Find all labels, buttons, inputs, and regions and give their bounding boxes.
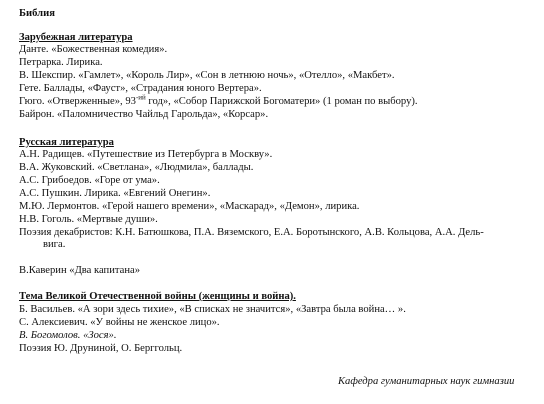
list-item: Гете. Баллады, «Фауст», «Страдания юного Вертера». [19, 83, 262, 94]
list-item: Петрарка. Лирика. [19, 57, 103, 68]
list-item: Поэзия Ю. Друниной, О. Берггольц. [19, 343, 183, 354]
doc-title: Библия [19, 8, 55, 19]
list-item: А.Н. Радищев. «Путешествие из Петербурга в Москву». [19, 149, 273, 160]
list-item: Поэзия декабристов: К.Н. Батюшкова, П.А. Вяземского, Е.А. Боротынского, А.В. Кольцова, А.А. Дель- [19, 227, 484, 238]
section-heading-russian: Русская литература [19, 137, 114, 148]
list-item: В.А. Жуковский. «Светлана», «Людмила», баллады. [19, 162, 254, 173]
list-item: Байрон. «Паломничество Чайльд Гарольда», «Корсар». [19, 109, 269, 120]
list-item-continuation: вига. [43, 239, 66, 250]
list-item: М.Ю. Лермонтов. «Герой нашего времени», «Маскарад», «Демон», лирика. [19, 201, 360, 212]
list-item-hugo [19, 93, 418, 109]
list-item: Б. Васильев. «А зори здесь тихие», «В списках не значится», «Завтра была война… ». [19, 304, 406, 315]
hugo-superscript: -ий [135, 93, 146, 102]
list-item: Н.В. Гоголь. «Мертвые души». [19, 214, 158, 225]
hugo-prefix: Гюго. «Отверженные», 93 [19, 96, 136, 107]
list-item: В. Шекспир. «Гамлет», «Король Лир», «Сон в летнюю ночь», «Отелло», «Макбет». [19, 70, 395, 81]
footer-signature: Кафедра гуманитарных наук гимназии [338, 376, 515, 387]
section-heading-war: Тема Великой Отечественной войны (женщины и война). [19, 291, 296, 302]
section-heading-foreign: Зарубежная литература [19, 32, 133, 43]
list-item: В. Богомолов. «Зося». [19, 330, 117, 341]
list-item: А.С. Пушкин. Лирика. «Евгений Онегин». [19, 188, 211, 199]
list-item: С. Алексиевич. «У войны не женское лицо». [19, 317, 220, 328]
kaverin-line: В.Каверин «Два капитана» [19, 265, 141, 276]
list-item: Данте. «Божественная комедия». [19, 44, 168, 55]
list-item: А.С. Грибоедов. «Горе от ума». [19, 175, 160, 186]
hugo-suffix: год», «Собор Парижской Богоматери» (1 роман по выбору). [145, 96, 418, 107]
